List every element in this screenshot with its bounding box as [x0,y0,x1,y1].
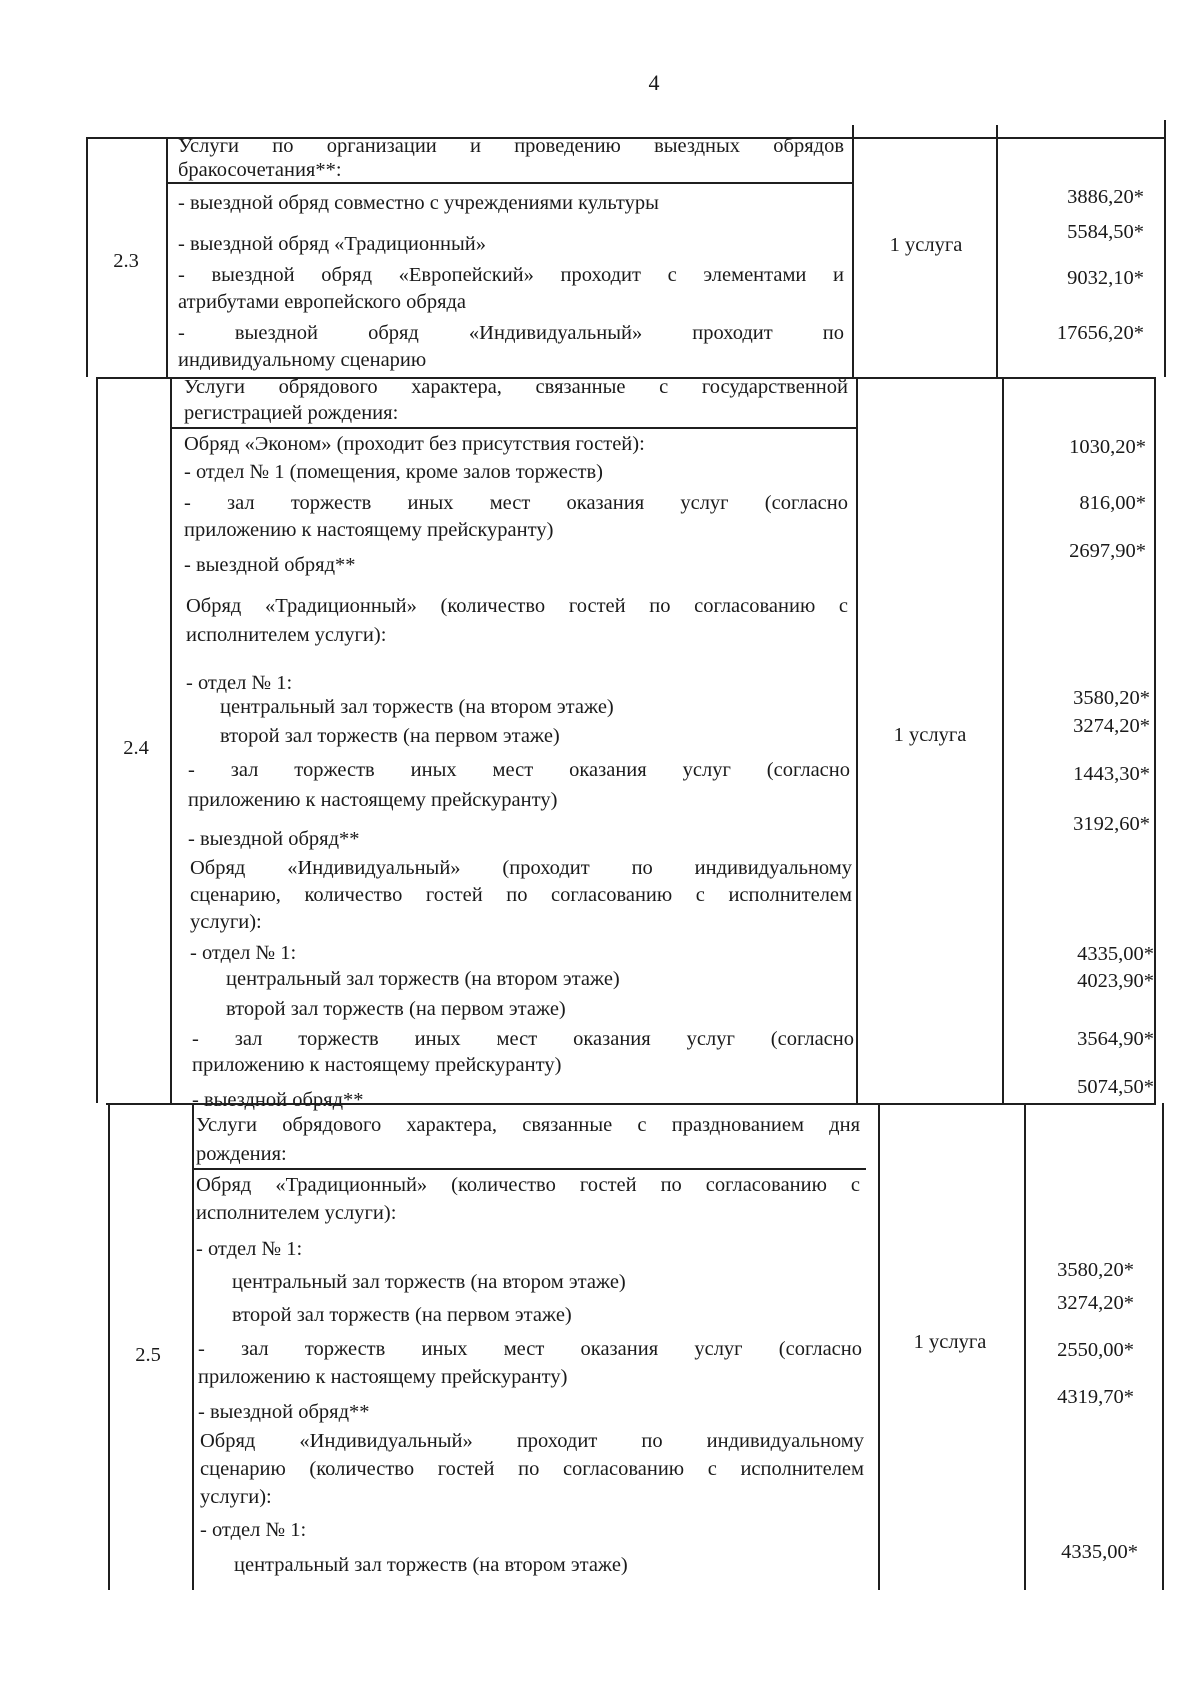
price: 5074,50* [1077,1076,1154,1098]
row-header-line: Услуги по организации и проведению выездных обрядов [178,135,844,157]
price: 4319,70* [1057,1386,1134,1408]
row-line: приложению к настоящему прейскуранту) [188,789,558,811]
row-line: услуги): [200,1486,272,1508]
row-line: - отдел № 1: [186,672,293,694]
price: 9032,10* [1067,267,1144,289]
row-line: - зал торжеств иных мест оказания услуг (согласно [184,492,848,514]
row-line: второй зал торжеств (на первом этаже) [232,1304,572,1326]
row-line: услуги): [190,911,262,933]
price: 3192,60* [1073,813,1150,835]
price: 3274,20* [1073,715,1150,737]
page-number: 4 [648,70,660,95]
row-line: - отдел № 1: [200,1519,307,1541]
row-line: - выездной обряд совместно с учреждениями культуры [178,192,659,214]
table-right-border [1164,120,1166,377]
price: 4335,00* [1077,943,1154,965]
price: 3580,20* [1057,1259,1134,1281]
row-line: - зал торжеств иных мест оказания услуг (согласно [192,1028,854,1050]
row-line: центральный зал торжеств (на втором этаже) [232,1271,626,1293]
row-line: приложению к настоящему прейскуранту) [184,519,554,541]
column-divider [996,125,998,377]
row-line: центральный зал торжеств (на втором этаже) [226,968,620,990]
row-line: приложению к настоящему прейскуранту) [192,1054,562,1076]
row-line: исполнителем услуги): [196,1202,397,1224]
price: 3274,20* [1057,1292,1134,1314]
row-line: - выездной обряд** [184,554,356,576]
row-line: второй зал торжеств (на первом этаже) [220,725,560,747]
price: 3564,90* [1077,1028,1154,1050]
row-line: - выездной обряд** [188,828,360,850]
row-line: Обряд «Индивидуальный» проходит по индивидуальному [200,1430,864,1452]
row-number: 2.4 [123,737,149,759]
column-divider [192,1103,194,1590]
table-right-border [1154,377,1156,1103]
column-divider [856,377,858,1103]
row-header-line: Услуги обрядового характера, связанные с празднованием дня [196,1114,860,1136]
row-line: центральный зал торжеств (на втором этаже) [220,696,614,718]
table-right-border [1162,1103,1164,1590]
price: 2550,00* [1057,1339,1134,1361]
row-line: второй зал торжеств (на первом этаже) [226,998,566,1020]
row-line: индивидуальному сценарию [178,349,427,371]
row-unit: 1 услуга [913,1331,987,1353]
row-number: 2.3 [113,250,139,272]
column-divider [1024,1103,1026,1590]
row-line: Обряд «Традиционный» (количество гостей по согласованию с [186,595,848,617]
row-line: - отдел № 1: [196,1238,303,1260]
price: 4335,00* [1061,1541,1138,1563]
header-underline [170,427,856,429]
row-unit: 1 услуга [889,234,963,256]
row-line: - зал торжеств иных мест оказания услуг (согласно [188,759,850,781]
row-line: Обряд «Традиционный» (количество гостей по согласованию с [196,1174,860,1196]
price: 2697,90* [1069,540,1146,562]
price: 1443,30* [1073,763,1150,785]
row-line: - выездной обряд «Индивидуальный» проходит по [178,322,844,344]
price: 816,00* [1079,492,1146,514]
row-line: - выездной обряд** [198,1401,370,1423]
row-header-line: регистрацией рождения: [184,402,399,424]
column-divider [1002,377,1004,1103]
header-underline [194,1168,866,1170]
row-line: исполнителем услуги): [186,624,387,646]
row-line: Обряд «Эконом» (проходит без присутствия гостей): [184,433,645,455]
price: 3580,20* [1073,687,1150,709]
row-line: центральный зал торжеств (на втором этаже) [234,1554,628,1576]
row-line: сценарию, количество гостей по согласованию с исполнителем [190,884,852,906]
row-header-line: Услуги обрядового характера, связанные с государственной [184,376,848,398]
row-number: 2.5 [135,1344,161,1366]
row-line: - отдел № 1: [190,942,297,964]
price: 4023,90* [1077,970,1154,992]
row-line: - зал торжеств иных мест оказания услуг (согласно [198,1338,862,1360]
row-line: - выездной обряд** [192,1089,364,1111]
row-line: приложению к настоящему прейскуранту) [198,1366,568,1388]
column-divider [852,125,854,377]
row-line: - выездной обряд «Европейский» проходит с элементами и [178,264,844,286]
row-line: - выездной обряд «Традиционный» [178,233,487,255]
row-line: - отдел № 1 (помещения, кроме залов торжеств) [184,461,603,483]
price: 1030,20* [1069,436,1146,458]
row-header-line: бракосочетания**: [178,159,342,181]
row-unit: 1 услуга [893,724,967,746]
row-header-line: рождения: [196,1143,287,1165]
row-line: атрибутами европейского обряда [178,291,467,313]
row-line: Обряд «Индивидуальный» (проходит по индивидуальному [190,857,852,879]
price: 17656,20* [1056,322,1144,344]
price: 5584,50* [1067,221,1144,243]
price: 3886,20* [1067,186,1144,208]
column-divider [166,137,168,377]
row-line: сценарию (количество гостей по согласованию с исполнителем [200,1458,864,1480]
